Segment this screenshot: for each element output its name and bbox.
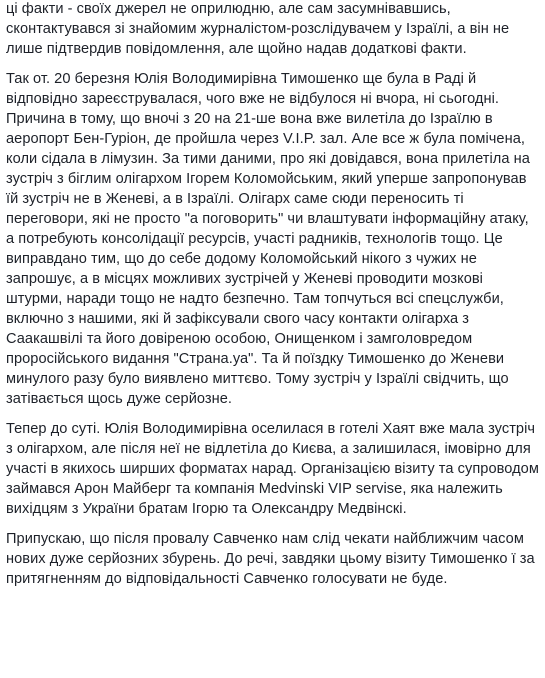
post-paragraph-4: Припускаю, що після провалу Савченко нам слід чекати найближчим часом нових дуже серйозних збурень. До речі, завдяки цьому візиту Тимошенко ї за притягненням до відповідальності Савченко голосувати не буде. (6, 531, 535, 587)
post-paragraph-1: ці факти - своїх джерел не оприлюдню, але сам засумнівавшись, сконтактувався зі знайомим журналістом-розслідувачем у Ізраїлі, а він не лише підтвердив повідомлення, але щойно надав додаткові факти. (6, 1, 510, 57)
post-paragraph-3: Тепер до суті. Юлія Володимирівна оселилася в готелі Хаят вже мала зустріч з олігархом, але після неї не відлетіла до Києва, а залишилася, імовірно для участі в якихось ширших форматах нарад. Організацією візиту та супроводом займався Арон Майберг та компанія Medvinski VIP servise, яка належить вихідцям з України братам Ігорю та Олександру Медвінскі. (6, 421, 539, 517)
post-paragraph-2: Так от. 20 березня Юлія Володимирівна Тимошенко ще була в Раді й відповідно зареєструвалася, чого вже не відбулося ні вчора, ні сьогодні. Причина в тому, що вночі з 20 на 21-ше вона вже вилетіла до Ізраїлю в аеропорт Бен-Гуріон, де пройшла через V.I.P. зал. Але все ж була помічена, коли сідала в лімузин. За тими даними, про які довідався, вона прилетіла на зустріч з біглим олігархом Ігорем Коломойським, який уперше запропонував їй зустріч не в Женеві, а в Ізраїлі. Олігарх саме сюди переносить ті переговори, які не просто "а поговорить" чи влаштувати інформаційну атаку, а потребують консолідації ресурсів, участі радників, технологів тощо. Це виправдано тим, що до себе додому Коломойський нікого з чужих не запрошує, а в місцях можливих зустрічей у Женеві проводити мозкові штурми, наради тощо не надто безпечно. Там топчуться всі спецслужби, включно з нашими, які й зафіксували свого часу контакти олігарха з Саакашвілі та його довіреною особою, Онищенком і замголовредом проросійського видання "Страна.уа". Та й поїздку Тимошенко до Женеви минулого разу було виявлено миттєво. Тому зустріч у Ізраїлі свідчить, що затівається щось дуже серйозне. (6, 71, 530, 407)
